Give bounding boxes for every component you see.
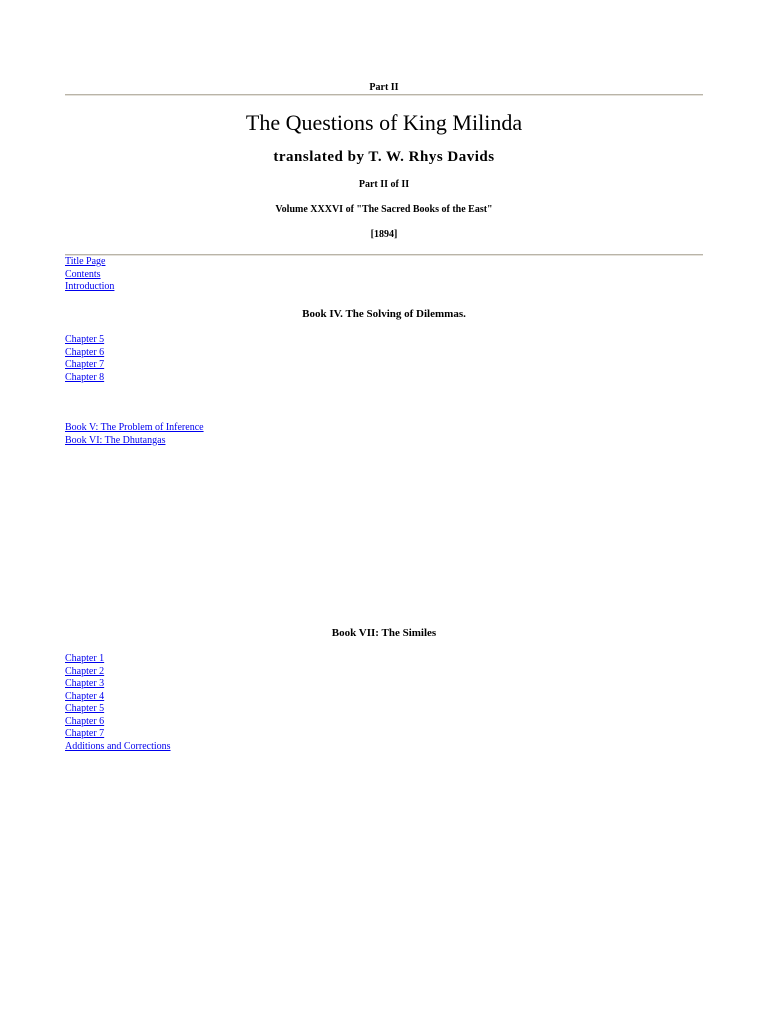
book7-chapter-2-link[interactable]: Chapter 2	[65, 665, 105, 677]
book4-chapter-5-link[interactable]: Chapter 5	[65, 334, 105, 345]
list-item	[65, 435, 204, 448]
book7-chapter-4-link[interactable]: Chapter 4	[65, 690, 105, 702]
volume-info: Volume XXXVI of "The Sacred Books of the East"	[275, 204, 493, 215]
book4-chapter-6-link[interactable]: Chapter 6	[65, 346, 105, 358]
book4-chapter-8-link[interactable]: Chapter 8	[65, 371, 105, 383]
list-item	[65, 741, 171, 754]
title-divider	[65, 254, 703, 256]
list-item	[65, 359, 104, 372]
list-item	[65, 691, 171, 704]
list-item	[65, 653, 171, 666]
list-item	[65, 281, 114, 294]
contents-link[interactable]: Contents	[65, 268, 101, 280]
list-item	[65, 666, 171, 679]
list-item	[65, 703, 171, 716]
book7-chapter-links	[65, 653, 171, 753]
page-title: The Questions of King Milinda	[245, 110, 523, 135]
part-header: Part II	[369, 82, 399, 93]
list-item	[65, 256, 114, 269]
list-item	[65, 347, 104, 360]
book4-heading: Book IV. The Solving of Dilemmas.	[302, 308, 466, 320]
publication-year: [1894]	[370, 229, 398, 240]
book5-6-links	[65, 422, 204, 447]
list-item	[65, 269, 114, 282]
top-divider	[65, 94, 703, 96]
list-item	[65, 422, 204, 435]
translator-line: translated by T. W. Rhys Davids	[273, 149, 495, 165]
title-page-link[interactable]: Title Page	[65, 256, 106, 267]
part-info: Part II of II	[358, 179, 410, 190]
list-item	[65, 716, 171, 729]
list-item	[65, 334, 104, 347]
book7-chapter-1-link[interactable]: Chapter 1	[65, 653, 105, 664]
book7-chapter-7-link[interactable]: Chapter 7	[65, 728, 105, 739]
additions-corrections-link[interactable]: Additions and Corrections	[65, 740, 171, 752]
book7-heading: Book VII: The Similes	[331, 627, 437, 639]
front-matter-links	[65, 256, 114, 294]
introduction-link[interactable]: Introduction	[65, 281, 115, 292]
book6-link[interactable]: Book VI: The Dhutangas	[65, 434, 166, 446]
book7-chapter-5-link[interactable]: Chapter 5	[65, 703, 105, 714]
book7-chapter-3-link[interactable]: Chapter 3	[65, 678, 105, 689]
book7-chapter-6-link[interactable]: Chapter 6	[65, 715, 105, 727]
list-item	[65, 678, 171, 691]
book4-chapter-7-link[interactable]: Chapter 7	[65, 359, 105, 370]
book4-chapter-links	[65, 334, 104, 384]
list-item	[65, 372, 104, 385]
list-item	[65, 728, 171, 741]
book5-link[interactable]: Book V: The Problem of Inference	[65, 422, 204, 433]
